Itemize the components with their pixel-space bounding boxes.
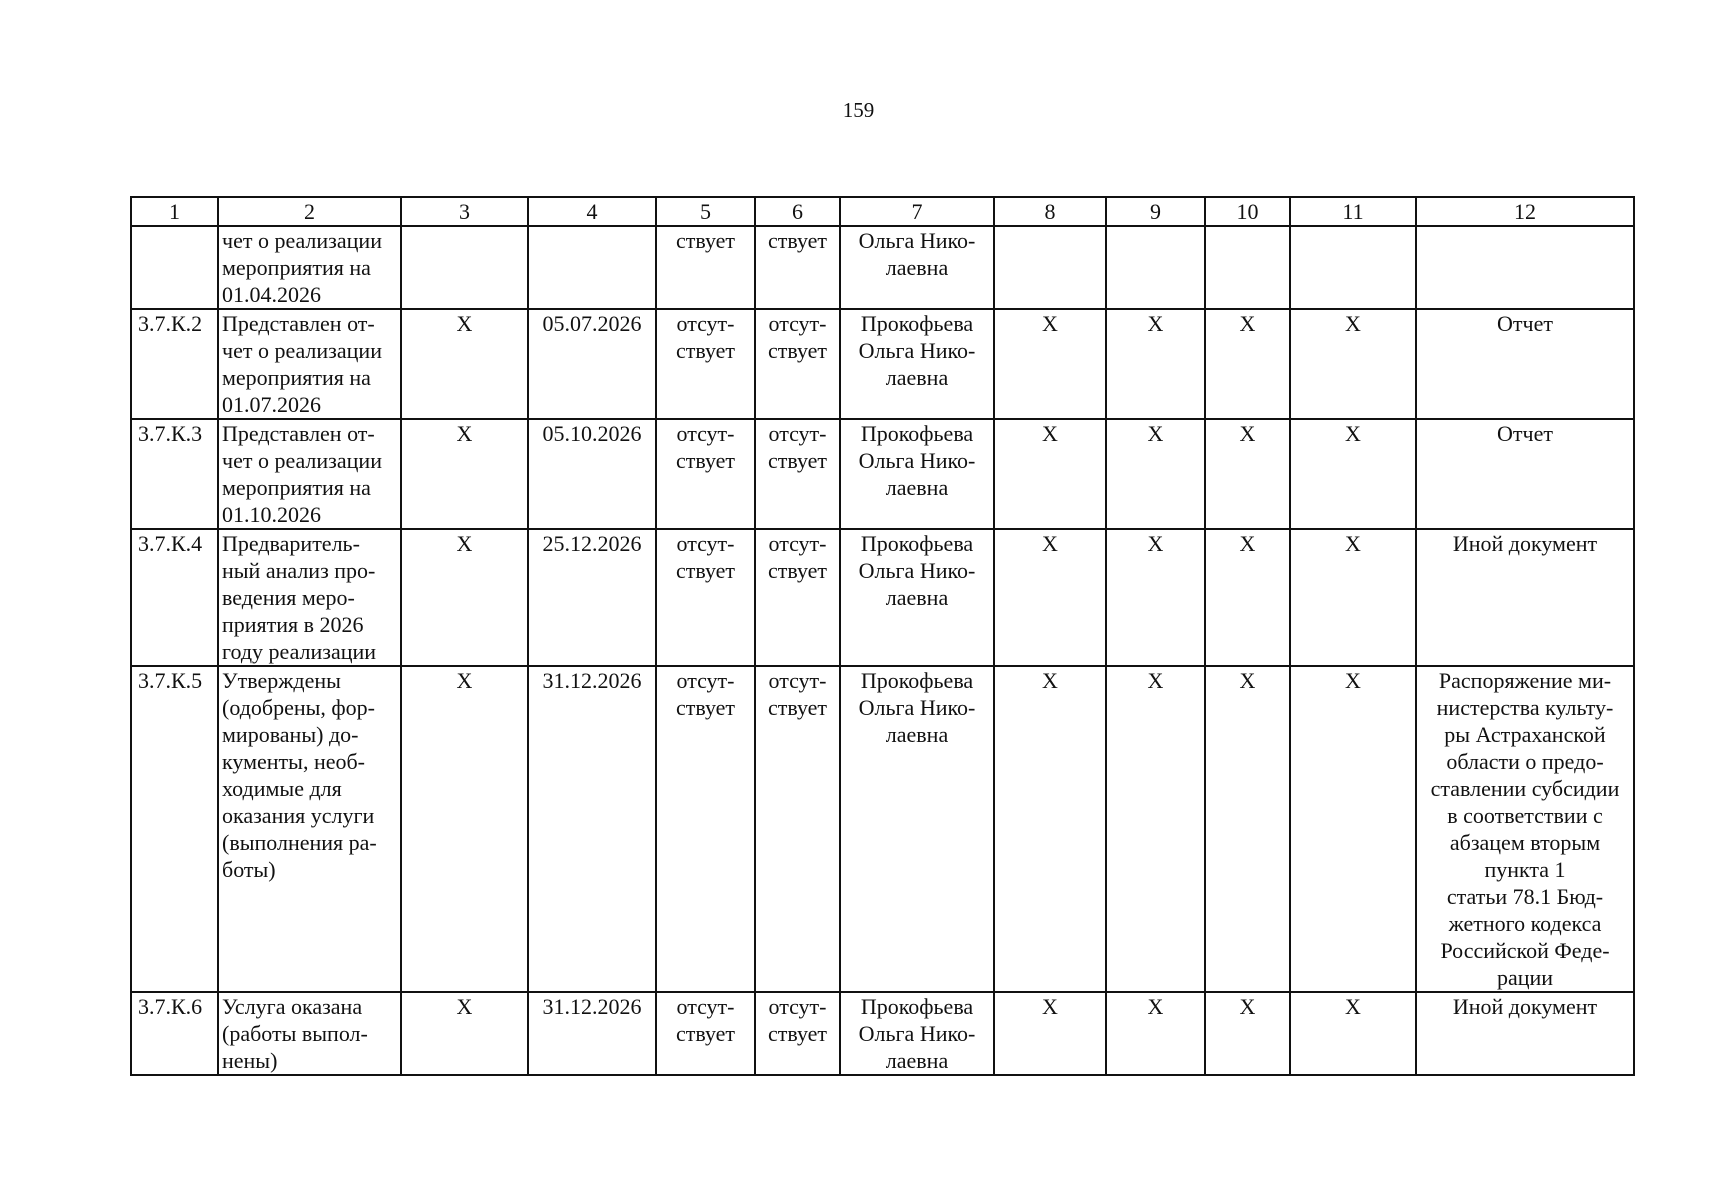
responsible-person-text: Прокофьева Ольга Нико- лаевна (858, 531, 976, 610)
cell-col-8 (994, 992, 1106, 1075)
cell-col-8 (994, 309, 1106, 419)
deadline-date-text: 31.12.2026 (542, 994, 642, 1019)
control-point-id (131, 419, 218, 529)
cell-col-11-text: X (1345, 994, 1361, 1019)
cell-col-9 (1106, 226, 1205, 309)
cell-col-5 (656, 419, 755, 529)
cell-col-8-text: X (1042, 668, 1058, 693)
cell-col-9 (1106, 309, 1205, 419)
cell-col-6-text: отсут- ствует (767, 994, 828, 1046)
table-row (131, 992, 1634, 1075)
cell-col-6-text: отсут- ствует (767, 311, 828, 363)
responsible-person (840, 666, 994, 992)
cell-col-8 (994, 529, 1106, 666)
control-point-name-text: Услуга оказана (работы выпол- нены) (222, 994, 368, 1073)
control-point-name (218, 226, 401, 309)
control-point-id (131, 309, 218, 419)
header-col-9: 9 (1106, 197, 1205, 226)
cell-col-10 (1205, 666, 1290, 992)
document-type-text: Распоряжение ми- нистерства культу- ры Астраханской области о предо- ставлении субсидии в соответствии с абзацем вторым пункта 1 статьи 78.1 Бюд- жетного кодекса Российской Феде- рации (1430, 668, 1620, 990)
cell-col-5-text: ствует (675, 228, 736, 253)
cell-col-3 (401, 992, 528, 1075)
cell-col-11 (1290, 529, 1416, 666)
plan-table (130, 196, 1635, 1076)
deadline-date (528, 529, 656, 666)
cell-col-3 (401, 666, 528, 992)
cell-col-11 (1290, 419, 1416, 529)
control-point-name (218, 419, 401, 529)
header-col-8: 8 (994, 197, 1106, 226)
cell-col-6-text: отсут- ствует (767, 531, 828, 583)
header-row (131, 197, 1634, 226)
deadline-date-text: 25.12.2026 (542, 531, 642, 556)
document-type (1416, 419, 1634, 529)
cell-col-10 (1205, 309, 1290, 419)
deadline-date-text: 05.07.2026 (542, 311, 642, 336)
control-point-name-text: Утверждены (одобрены, фор- мированы) до- кументы, необ- ходимые для оказания услуги (выполнения ра- боты) (222, 668, 377, 882)
cell-col-6-text: отсут- ствует (767, 421, 828, 473)
cell-col-10-text: X (1239, 311, 1256, 336)
cell-col-10-text: X (1239, 531, 1256, 556)
cell-col-6-text: ствует (767, 228, 828, 253)
deadline-date (528, 666, 656, 992)
cell-col-10 (1205, 992, 1290, 1075)
cell-col-9-text: X (1147, 531, 1164, 556)
cell-col-11-text: X (1345, 311, 1361, 336)
cell-col-3-text: X (456, 311, 473, 336)
cell-col-11 (1290, 666, 1416, 992)
table-row (131, 226, 1634, 309)
cell-col-10 (1205, 529, 1290, 666)
control-point-name-text: Представлен от- чет о реализации мероприятия на 01.10.2026 (222, 421, 382, 527)
cell-col-8 (994, 226, 1106, 309)
document-type-text: Отчет (1497, 421, 1553, 446)
table-row (131, 309, 1634, 419)
cell-col-3-text: X (456, 994, 473, 1019)
control-point-id (131, 529, 218, 666)
responsible-person-text: Прокофьева Ольга Нико- лаевна (858, 421, 976, 500)
cell-col-5-text: отсут- ствует (675, 311, 736, 363)
control-point-id-text: 3.7.К.3 (138, 421, 203, 446)
header-col-5: 5 (656, 197, 755, 226)
cell-col-9 (1106, 992, 1205, 1075)
table-row (131, 419, 1634, 529)
document-type-text: Иной документ (1452, 994, 1598, 1019)
table-body (131, 226, 1634, 1075)
header-col-6: 6 (755, 197, 840, 226)
cell-col-5-text: отсут- ствует (675, 531, 736, 583)
cell-col-6 (755, 666, 840, 992)
document-type (1416, 992, 1634, 1075)
responsible-person-text: Прокофьева Ольга Нико- лаевна (858, 668, 976, 747)
cell-col-11-text: X (1345, 668, 1361, 693)
cell-col-3-text: X (456, 668, 473, 693)
cell-col-11-text: X (1345, 531, 1361, 556)
header-col-1: 1 (131, 197, 218, 226)
cell-col-9-text: X (1147, 994, 1164, 1019)
control-point-id-text: 3.7.К.5 (138, 668, 203, 693)
document-type-text: Отчет (1497, 311, 1553, 336)
responsible-person-text: Прокофьева Ольга Нико- лаевна (858, 994, 976, 1073)
control-point-id-text: 3.7.К.6 (138, 994, 203, 1019)
cell-col-10-text: X (1239, 994, 1256, 1019)
cell-col-6 (755, 226, 840, 309)
responsible-person-text: Прокофьева Ольга Нико- лаевна (858, 311, 976, 390)
cell-col-9 (1106, 419, 1205, 529)
responsible-person (840, 529, 994, 666)
cell-col-3 (401, 529, 528, 666)
cell-col-5-text: отсут- ствует (675, 421, 736, 473)
cell-col-9 (1106, 666, 1205, 992)
control-point-id (131, 666, 218, 992)
document-type (1416, 226, 1634, 309)
document-type (1416, 666, 1634, 992)
cell-col-8-text: X (1042, 994, 1058, 1019)
document-type (1416, 529, 1634, 666)
cell-col-11 (1290, 226, 1416, 309)
cell-col-5 (656, 309, 755, 419)
cell-col-8 (994, 419, 1106, 529)
cell-col-8-text: X (1042, 531, 1058, 556)
cell-col-5 (656, 529, 755, 666)
responsible-person (840, 992, 994, 1075)
responsible-person (840, 419, 994, 529)
cell-col-6 (755, 529, 840, 666)
cell-col-3-text: X (456, 531, 473, 556)
control-point-name-text: Представлен от- чет о реализации мероприятия на 01.07.2026 (222, 311, 382, 417)
deadline-date-text: 05.10.2026 (542, 421, 642, 446)
cell-col-8-text: X (1042, 311, 1058, 336)
cell-col-5 (656, 226, 755, 309)
cell-col-11 (1290, 992, 1416, 1075)
cell-col-11-text: X (1345, 421, 1361, 446)
header-col-10: 10 (1205, 197, 1290, 226)
responsible-person (840, 309, 994, 419)
table-row (131, 529, 1634, 666)
cell-col-3 (401, 309, 528, 419)
page-number: 159 (842, 98, 875, 122)
document-type-text: Иной документ (1452, 531, 1598, 556)
table-row (131, 666, 1634, 992)
document-type (1416, 309, 1634, 419)
header-col-3: 3 (401, 197, 528, 226)
cell-col-8 (994, 666, 1106, 992)
control-point-name-text: Предваритель- ный анализ про- ведения меро- приятия в 2026 году реализации (222, 531, 377, 664)
cell-col-6 (755, 992, 840, 1075)
control-point-name (218, 666, 401, 992)
control-point-id (131, 226, 218, 309)
cell-col-10-text: X (1239, 421, 1256, 446)
cell-col-5-text: отсут- ствует (675, 994, 736, 1046)
cell-col-3 (401, 226, 528, 309)
cell-col-10 (1205, 419, 1290, 529)
control-point-id-text: 3.7.К.4 (138, 531, 203, 556)
cell-col-9-text: X (1147, 311, 1164, 336)
table-header (131, 197, 1634, 226)
header-col-4: 4 (528, 197, 656, 226)
cell-col-9-text: X (1147, 421, 1164, 446)
cell-col-11 (1290, 309, 1416, 419)
control-point-name (218, 309, 401, 419)
header-col-7: 7 (840, 197, 994, 226)
control-point-name-text: чет о реализации мероприятия на 01.04.2026 (222, 228, 382, 307)
header-col-11: 11 (1290, 197, 1416, 226)
cell-col-10 (1205, 226, 1290, 309)
cell-col-6 (755, 419, 840, 529)
header-col-12: 12 (1416, 197, 1634, 226)
responsible-person-text: Ольга Нико- лаевна (858, 228, 976, 280)
cell-col-8-text: X (1042, 421, 1058, 446)
deadline-date (528, 226, 656, 309)
deadline-date (528, 309, 656, 419)
header-col-2: 2 (218, 197, 401, 226)
cell-col-10-text: X (1239, 668, 1256, 693)
cell-col-9 (1106, 529, 1205, 666)
responsible-person (840, 226, 994, 309)
control-point-id-text: 3.7.К.2 (138, 311, 203, 336)
cell-col-3-text: X (456, 421, 473, 446)
deadline-date-text: 31.12.2026 (542, 668, 642, 693)
deadline-date (528, 992, 656, 1075)
cell-col-3 (401, 419, 528, 529)
cell-col-6-text: отсут- ствует (767, 668, 828, 720)
control-point-name (218, 529, 401, 666)
deadline-date (528, 419, 656, 529)
control-point-id (131, 992, 218, 1075)
cell-col-9-text: X (1147, 668, 1164, 693)
cell-col-6 (755, 309, 840, 419)
cell-col-5 (656, 666, 755, 992)
cell-col-5-text: отсут- ствует (675, 668, 736, 720)
cell-col-5 (656, 992, 755, 1075)
control-point-name (218, 992, 401, 1075)
